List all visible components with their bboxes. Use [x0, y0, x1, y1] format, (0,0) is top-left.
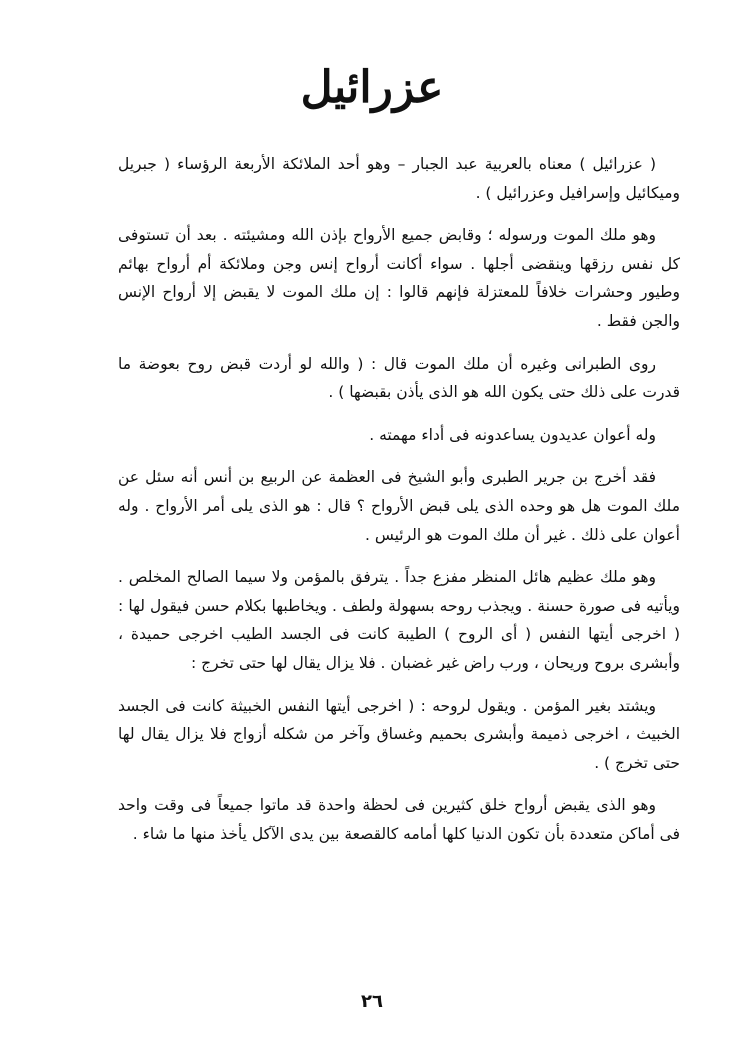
- paragraph: وله أعوان عديدون يساعدونه فى أداء مهمته .: [369, 425, 656, 444]
- paragraph: وهو ملك الموت ورسوله ؛ وقابض جميع الأرواح بإذن الله ومشيئته . بعد أن تستوفى كل نفس رزقها وينقضى أجلها . سواء أكانت أرواح إنس وجن وملائكة أم أرواح بهائم وطيور وحشرات خلافاً للمعتزلة فإنهم قالوا : إن ملك الموت لا يقبض إلا أرواح الإنس والجن فقط .: [118, 226, 680, 330]
- page-number: ٢٦: [361, 991, 383, 1012]
- paragraph: ( عزرائيل ) معناه بالعربية عبد الجبار – وهو أحد الملائكة الأربعة الرؤساء ( جبريل وميكائيل وإسرافيل وعزرائيل ) .: [118, 155, 680, 202]
- paragraph: روى الطبرانى وغيره أن ملك الموت قال : ( والله لو أردت قبض روح بعوضة ما قدرت على ذلك حتى يكون الله هو الذى يأذن بقبضها ) .: [118, 354, 680, 402]
- paragraph: وهو الذى يقبض أرواح خلق كثيرين فى لحظة واحدة قد ماتوا جميعاً فى وقت واحد فى أماكن متعددة بأن تكون الدنيا كلها أمامه كالقصعة بين يدى الآكل يأخذ منها ما شاء .: [118, 796, 680, 843]
- paragraph: ويشتد بغير المؤمن . ويقول لروحه : ( اخرجى أيتها النفس الخبيثة كانت فى الجسد الخبيث ، اخرجى ذميمة وأبشرى بحميم وغساق وآخر من شكله أزواج فلا يزال يقال لها حتى تخرج ) .: [118, 696, 680, 772]
- paragraph: وهو ملك عظيم هائل المنظر مفزع جداً . يترفق بالمؤمن ولا سيما الصالح المخلص . ويأتيه فى صورة حسنة . ويجذب روحه بسهولة ولطف . ويخاطبها بكلام حسن فيقول لها : ( اخرجى أيتها النفس ( أى الروح ) الطيبة كانت فى الجسد الطيب اخرجى حميدة ، وأبشرى بروح وريحان ، ورب راض غير غضبان . فلا يزال يقال لها حتى تخرج :: [118, 568, 680, 672]
- paragraph: فقد أخرج بن جرير الطبرى وأبو الشيخ فى العظمة عن الربيع بن أنس أنه سئل عن ملك الموت هل هو وحده الذى يلى قبض الأرواح ؟ قال : هو الذى يلى أمر الأرواح . وله أعوان على ذلك . غير أن ملك الموت هو الرئيس .: [118, 468, 680, 544]
- page-title: عزرائيل: [300, 62, 444, 113]
- body-text: [118, 150, 680, 862]
